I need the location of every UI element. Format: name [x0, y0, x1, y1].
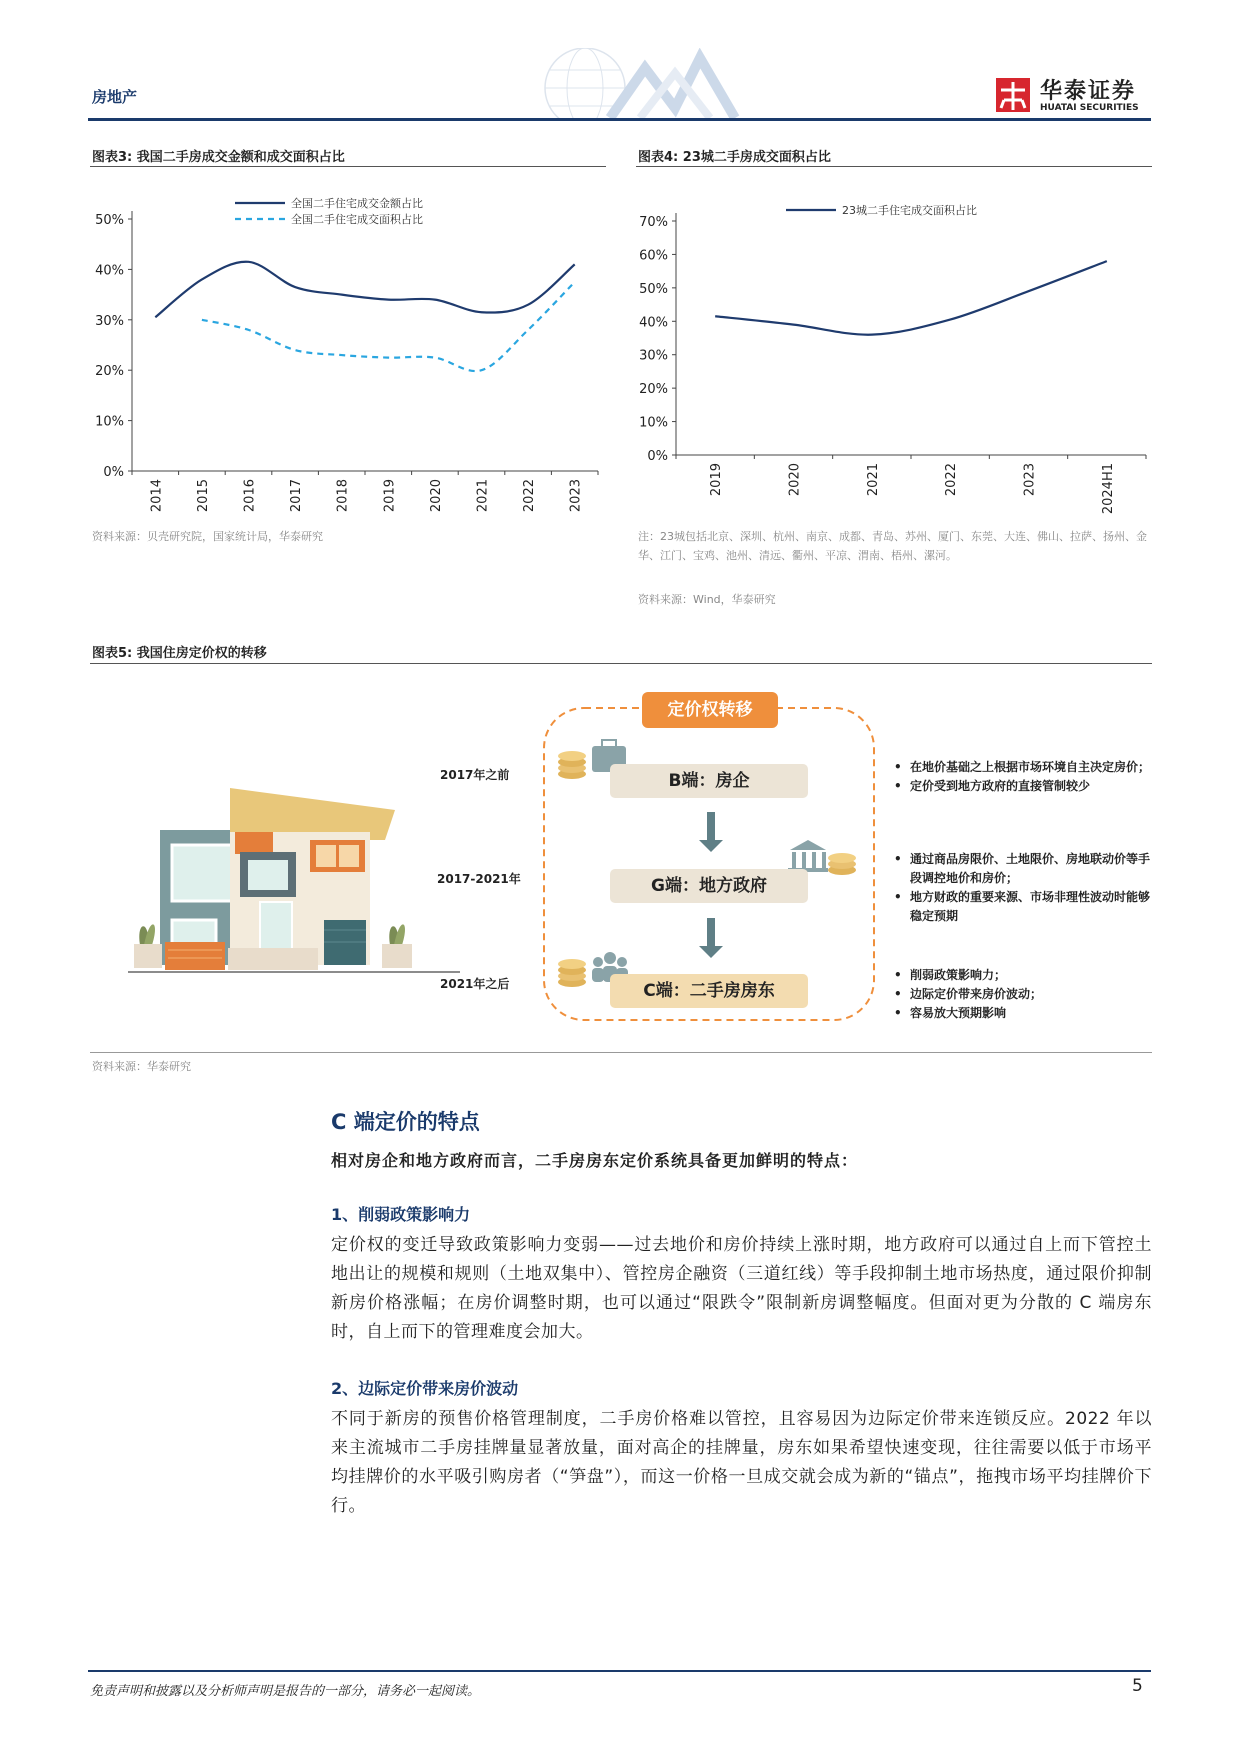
x-tick-label: 2022 [522, 479, 538, 513]
x-tick-label: 2020 [428, 479, 444, 513]
y-tick-label: 0% [103, 465, 124, 480]
company-logo [992, 72, 1152, 118]
c-end-box: C端：二手房房东 [610, 974, 808, 1008]
x-tick-label: 2024H1 [1100, 463, 1116, 515]
y-tick-label: 70% [639, 215, 668, 230]
x-tick-label: 2021 [865, 463, 881, 497]
y-tick-label: 30% [639, 348, 668, 364]
x-tick-label: 2015 [195, 479, 211, 513]
fig3-rule [90, 166, 606, 167]
era-label-2: 2017-2021年 [437, 872, 521, 886]
x-tick-label: 2019 [382, 479, 398, 513]
fig5-bottom-rule [90, 1052, 1152, 1053]
x-tick-label: 2016 [242, 479, 258, 513]
fig4-chart [636, 175, 1156, 525]
logo-cn-text: 华泰证券 [1040, 79, 1137, 104]
bullet-item: • 地方财政的重要来源、市场非理性波动时能够稳定预期 [892, 888, 1152, 926]
fig3-source: 资料来源：贝壳研究院，国家统计局，华泰研究 [92, 530, 323, 543]
logo-mark-icon [992, 74, 1034, 116]
series-line-1 [155, 262, 574, 318]
fig3-chart [90, 175, 610, 525]
x-tick-label: 2020 [787, 463, 803, 497]
footer-rule [88, 1670, 1151, 1672]
section-title: C 端定价的特点 [331, 1110, 480, 1134]
y-tick-label: 40% [95, 263, 124, 279]
paragraph-1: 定价权的变迁导致政策影响力变弱——过去地价和房价持续上涨时期，地方政府可以通过自上而下管控土地出让的规模和规则（土地双集中）、管控房企融资（三道红线）等手段抑制土地市场热度，通过限价抑制新房价格涨幅；在房价调整时期，也可以通过“限跌令”限制新房调整幅度。但面对更为分散的 C 端房东时，自上而下的管理难度会加大。 [331, 1235, 1152, 1342]
y-tick-label: 60% [639, 248, 668, 264]
header-rule [88, 118, 1151, 121]
header-globe-graphic [470, 48, 800, 120]
x-tick-label: 2014 [149, 479, 165, 513]
fig4-rule [636, 166, 1152, 167]
era-label-1: 2017年之前 [440, 768, 510, 782]
series-line-1 [715, 261, 1107, 335]
bullet-item: • 定价受到地方政府的直接管制较少 [892, 777, 1152, 796]
x-tick-label: 2023 [568, 479, 584, 513]
fig3-title: 图表3: 我国二手房成交金额和成交面积占比 [92, 150, 345, 165]
y-tick-label: 20% [95, 364, 124, 380]
bullet-item: • 边际定价带来房价波动； [892, 985, 1152, 1004]
x-tick-label: 2023 [1022, 463, 1038, 497]
x-tick-label: 2019 [709, 463, 725, 497]
subheading-1: 1、削弱政策影响力 [331, 1205, 471, 1224]
bullet-item: • 通过商品房限价、土地限价、房地联动价等手段调控地价和房价； [892, 850, 1152, 888]
g-end-bullets [892, 850, 1152, 926]
series-line-2 [202, 282, 575, 371]
subheading-2: 2、边际定价带来房价波动 [331, 1379, 519, 1398]
legend-label: 全国二手住宅成交面积占比 [291, 213, 423, 226]
legend-label: 全国二手住宅成交金额占比 [291, 197, 423, 210]
lead-sentence: 相对房企和地方政府而言，二手房房东定价系统具备更加鲜明的特点： [331, 1151, 859, 1170]
house-illustration [120, 770, 465, 980]
fig4-note: 注：23城包括北京、深圳、杭州、南京、成都、青岛、苏州、厦门、东莞、大连、佛山、拉萨、扬州、金华、江门、宝鸡、池州、清远、衢州、平凉、渭南、梧州、漯河。 [638, 530, 1147, 562]
bullet-item: • 削弱政策影响力； [892, 966, 1152, 985]
b-end-box: B端：房企 [610, 764, 808, 798]
y-tick-label: 50% [95, 213, 124, 228]
x-tick-label: 2022 [944, 463, 960, 497]
x-tick-label: 2021 [475, 479, 491, 513]
b-end-bullets [892, 758, 1152, 796]
fig5-title: 图表5: 我国住房定价权的转移 [92, 646, 267, 661]
paragraph-2: 不同于新房的预售价格管理制度，二手房价格难以管控，且容易因为边际定价带来连锁反应。2022 年以来主流城市二手房挂牌量显著放量，面对高企的挂牌量，房东如果希望快速变现，往往需要以低于市场平均挂牌价的水平吸引购房者（“笋盘”），而这一价格一旦成交就会成为新的“锚点”，拖拽市场平均挂牌价下行。 [331, 1409, 1152, 1516]
logo-en-text: HUATAI SECURITIES [1040, 103, 1139, 113]
fig4-source: 资料来源：Wind，华泰研究 [638, 593, 776, 606]
era-label-3: 2021年之后 [440, 977, 510, 991]
bullet-item: • 在地价基础之上根据市场环境自主决定房价； [892, 758, 1152, 777]
y-tick-label: 50% [639, 281, 668, 297]
pricing-shift-badge: 定价权转移 [642, 692, 778, 728]
y-tick-label: 30% [95, 313, 124, 329]
x-tick-label: 2018 [335, 479, 351, 513]
y-tick-label: 20% [639, 382, 668, 398]
arrow-down-icon [699, 918, 723, 958]
x-tick-label: 2017 [289, 479, 305, 513]
g-end-box: G端：地方政府 [610, 869, 808, 903]
fig4-title: 图表4: 23城二手房成交面积占比 [638, 150, 831, 165]
header-section-label: 房地产 [92, 88, 138, 106]
legend-label: 23城二手住宅成交面积占比 [842, 204, 977, 217]
y-tick-label: 40% [639, 315, 668, 331]
c-end-bullets [892, 966, 1152, 1023]
fig5-rule [90, 663, 1152, 664]
y-tick-label: 10% [95, 414, 124, 430]
page-number: 5 [1132, 1676, 1143, 1696]
y-tick-label: 10% [639, 415, 668, 431]
arrow-down-icon [699, 812, 723, 852]
y-tick-label: 0% [647, 449, 668, 464]
bullet-item: • 容易放大预期影响 [892, 1004, 1152, 1023]
fig5-source: 资料来源：华泰研究 [92, 1060, 191, 1073]
footer-disclaimer: 免责声明和披露以及分析师声明是报告的一部分，请务必一起阅读。 [90, 1684, 481, 1699]
